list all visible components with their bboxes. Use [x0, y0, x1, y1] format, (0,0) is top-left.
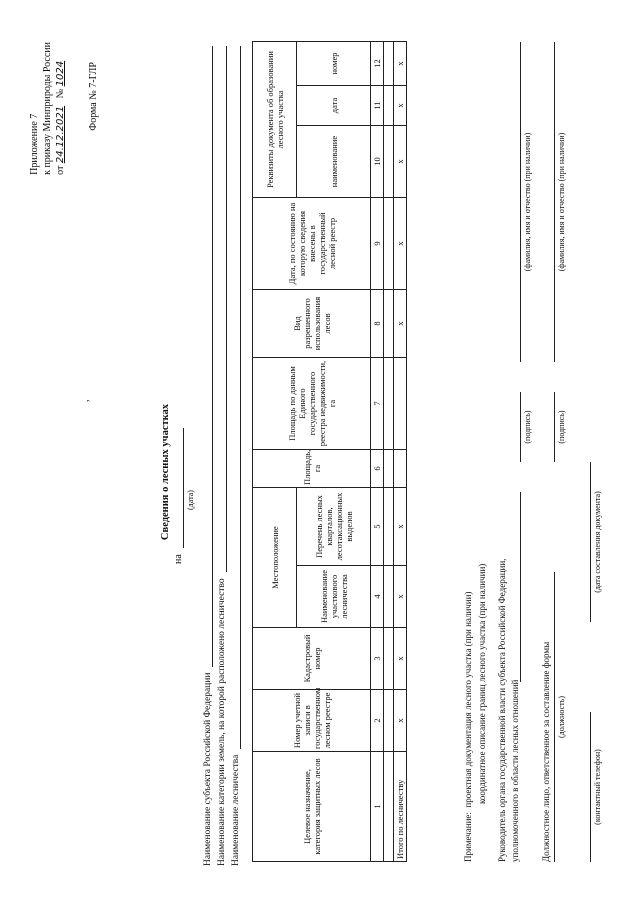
note-line-1 — [462, 592, 474, 862]
col-number: 12 — [371, 42, 384, 86]
responsible-position-line — [554, 572, 555, 862]
on-label: на — [173, 554, 184, 564]
col-number: 2 — [371, 690, 384, 752]
order-reference: к приказу Минприроды России — [42, 42, 53, 175]
responsible-signature-caption: (подпись) — [557, 410, 566, 444]
order-date: 24.12.2021 — [55, 105, 66, 164]
header-egrn-area: Площадь по данным Единого государственного реестра недвижимости, га — [253, 358, 371, 450]
order-number: 1024 — [55, 60, 66, 87]
note-coordinates: координатное описание границ лесного участка (при наличии) — [477, 563, 487, 804]
category-field — [216, 46, 227, 866]
head-fio-line — [520, 42, 521, 362]
col-number: 1 — [371, 752, 384, 862]
title-date-line — [173, 364, 184, 564]
col-number: 4 — [371, 566, 384, 628]
total-cell: х — [394, 628, 407, 690]
total-cell: х — [394, 566, 407, 628]
category-blank — [216, 46, 227, 572]
appendix-label: Приложение 7 — [29, 113, 40, 175]
form-title: Сведения о лесных участках — [160, 403, 171, 541]
category-label: Наименование категории земель, на которой расположено лесничество — [217, 578, 227, 866]
col-number: 3 — [371, 628, 384, 690]
col-number: 9 — [371, 198, 384, 290]
head-fio-caption: (фамилия, имя и отчество (при наличии) — [523, 132, 532, 272]
header-area: Площадь, га — [253, 450, 371, 488]
stray-mark: , — [80, 399, 91, 402]
total-row — [394, 42, 407, 862]
col-number: 8 — [371, 290, 384, 358]
head-line-2 — [509, 680, 521, 862]
responsible-signature-line — [554, 392, 555, 462]
total-cell: х — [394, 488, 407, 566]
total-cell: х — [394, 42, 407, 86]
header-location: Местоположение — [253, 488, 297, 628]
date-caption: (дата) — [186, 490, 195, 510]
responsible-fio-caption: (фамилия, имя и отчество (при наличии) — [557, 132, 566, 272]
head-position-line — [520, 492, 521, 682]
col-number: 7 — [371, 358, 384, 450]
header-district-forestry: Наименование участкового лесничества — [297, 566, 371, 628]
header-doc-name: наименование — [297, 126, 371, 198]
total-label: Итого по лесничеству — [394, 752, 407, 862]
header-doc-date: дата — [297, 86, 371, 126]
head-signature-caption: (подпись) — [523, 410, 532, 444]
col-number: 5 — [371, 488, 384, 566]
responsible-label: Должностное лицо, ответственное за составление формы — [541, 641, 551, 862]
total-cell — [394, 450, 407, 488]
col-number: 6 — [371, 450, 384, 488]
forest-plots-table — [252, 41, 407, 862]
total-cell: х — [394, 290, 407, 358]
subject-blank — [202, 46, 213, 667]
order-date-line — [54, 42, 67, 175]
column-number-row — [371, 42, 384, 862]
header-doc-details: Реквизиты документа об образовании лесного участка — [253, 42, 297, 198]
date-blank — [173, 428, 184, 548]
forestry-blank — [230, 46, 241, 749]
total-cell: х — [394, 198, 407, 290]
col-number: 11 — [371, 86, 384, 126]
col-number: 10 — [371, 126, 384, 198]
position-caption: (должность) — [557, 696, 566, 738]
phone-caption: (контактный телефон) — [593, 749, 602, 825]
responsible-fio-line — [554, 42, 555, 362]
total-cell: х — [394, 690, 407, 752]
total-cell: х — [394, 86, 407, 126]
phone-line — [590, 712, 591, 862]
doc-date-caption: (дата составления документа) — [593, 491, 602, 593]
total-cell: х — [394, 126, 407, 198]
header-date-entered: Дата, по состоянию на которую сведения внесены в государственный лесной реестр — [253, 198, 371, 290]
form-number: Форма № 7-ГЛР — [88, 62, 99, 131]
from-label: от — [55, 165, 66, 175]
header-purpose: Целевое назначение, категория защитных лесов — [253, 752, 371, 862]
header-cadastral: Кадастровый номер — [253, 628, 371, 690]
rotated-form-sheet — [20, 22, 620, 882]
subject-label: Наименование субъекта Российской Федерации — [203, 672, 213, 866]
empty-data-row — [384, 42, 394, 862]
doc-date-line — [590, 462, 591, 622]
total-cell — [394, 358, 407, 450]
note-project-docs: проектная документация лесного участка (при наличии) — [463, 591, 473, 808]
subject-field — [202, 46, 213, 866]
head-signature-line — [520, 392, 521, 462]
number-label: № — [55, 88, 66, 99]
forestry-field — [230, 46, 241, 866]
head-authority: уполномоченного в области лесных отношений — [510, 679, 520, 862]
header-use-type: Вид разрешенного использования лесов — [253, 290, 371, 358]
header-record-no: Номер учетной записи в государственном лесном реестре — [253, 690, 371, 752]
head-line-1: Руководитель органа государственной власти субъекта Российской Федерации, — [497, 558, 507, 862]
forestry-label: Наименование лесничества — [231, 754, 241, 866]
note-label: Примечание: — [463, 812, 473, 862]
appendix-header — [28, 42, 67, 175]
header-quarters: Перечень лесных кварталов, лесотаксационных выделов — [297, 488, 371, 566]
header-doc-number: номер — [297, 42, 371, 86]
